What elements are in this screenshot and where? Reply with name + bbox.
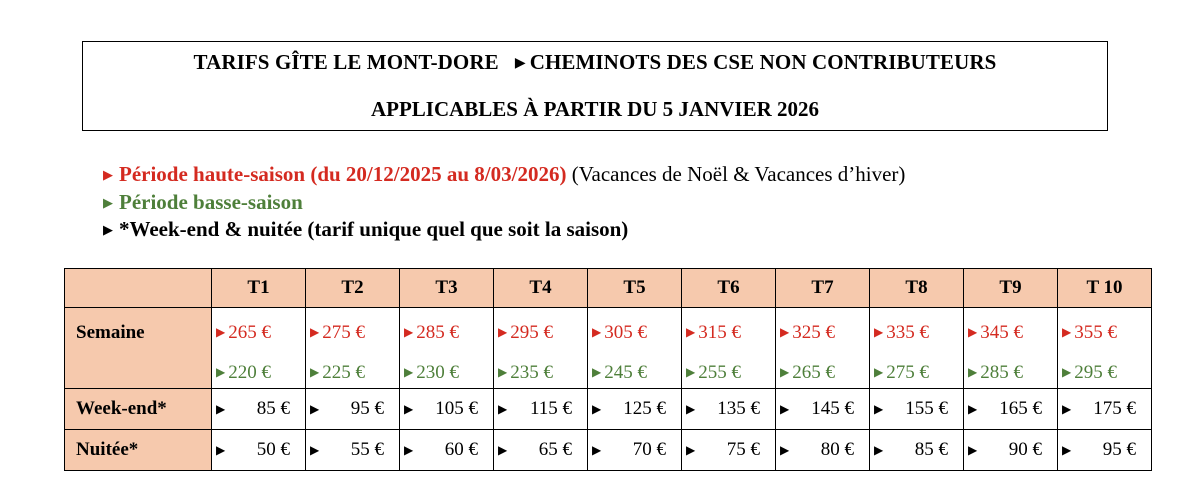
triangle-right-icon: ▶ <box>592 442 602 457</box>
high-price: 325 € <box>792 322 835 343</box>
triangle-right-icon: ▶ <box>514 56 526 71</box>
triangle-right-icon: ▶ <box>103 222 113 237</box>
triangle-right-icon: ▶ <box>310 442 320 457</box>
triangle-right-icon: ▶ <box>103 167 113 182</box>
column-header: T8 <box>870 269 964 308</box>
column-header: T1 <box>212 269 306 308</box>
legend-high-season <box>103 162 905 187</box>
triangle-right-icon: ▶ <box>968 365 978 379</box>
table-cell <box>306 430 400 471</box>
triangle-right-icon: ▶ <box>686 365 696 379</box>
table-row-weekend <box>65 389 1152 430</box>
table-cell <box>494 389 588 430</box>
title-box <box>82 41 1108 131</box>
table-cell <box>776 389 870 430</box>
triangle-right-icon: ▶ <box>686 442 696 457</box>
table-cell <box>306 389 400 430</box>
high-price: 275 € <box>322 322 365 343</box>
triangle-right-icon: ▶ <box>686 401 696 416</box>
column-header: T6 <box>682 269 776 308</box>
nuitee-price: 60 € <box>444 439 478 460</box>
table-cell <box>870 308 964 389</box>
header-corner <box>65 269 212 308</box>
row-label-nuitee: Nuitée* <box>65 430 212 471</box>
table-cell <box>682 308 776 389</box>
nuitee-price: 90 € <box>1008 439 1042 460</box>
table-cell <box>964 308 1058 389</box>
triangle-right-icon: ▶ <box>310 325 320 339</box>
table-cell <box>588 389 682 430</box>
triangle-right-icon: ▶ <box>1062 442 1072 457</box>
table-cell <box>776 430 870 471</box>
table-cell <box>212 389 306 430</box>
table-cell <box>1058 308 1152 389</box>
low-price: 265 € <box>792 362 835 383</box>
nuitee-price: 80 € <box>820 439 854 460</box>
triangle-right-icon: ▶ <box>968 442 978 457</box>
low-price: 235 € <box>510 362 553 383</box>
nuitee-price: 50 € <box>256 439 290 460</box>
nuitee-price: 70 € <box>632 439 666 460</box>
table-cell <box>870 430 964 471</box>
high-price: 315 € <box>698 322 741 343</box>
column-header: T7 <box>776 269 870 308</box>
table-cell <box>212 430 306 471</box>
high-price: 295 € <box>510 322 553 343</box>
nuitee-price: 55 € <box>350 439 384 460</box>
low-season-label: Période basse-saison <box>119 190 303 214</box>
triangle-right-icon: ▶ <box>310 401 320 416</box>
table-cell <box>1058 389 1152 430</box>
high-price: 285 € <box>416 322 459 343</box>
triangle-right-icon: ▶ <box>310 365 320 379</box>
low-price: 225 € <box>322 362 365 383</box>
page-title <box>83 50 1107 75</box>
weekend-price: 155 € <box>905 398 948 419</box>
triangle-right-icon: ▶ <box>780 401 790 416</box>
table-cell <box>682 389 776 430</box>
weekend-price: 175 € <box>1093 398 1136 419</box>
triangle-right-icon: ▶ <box>1062 401 1072 416</box>
triangle-right-icon: ▶ <box>686 325 696 339</box>
column-header: T4 <box>494 269 588 308</box>
table-cell <box>400 308 494 389</box>
column-header: T5 <box>588 269 682 308</box>
triangle-right-icon: ▶ <box>216 325 226 339</box>
triangle-right-icon: ▶ <box>874 442 884 457</box>
weekend-price: 135 € <box>717 398 760 419</box>
triangle-right-icon: ▶ <box>1062 325 1072 339</box>
high-season-note: (Vacances de Noël & Vacances d’hiver) <box>571 162 906 186</box>
row-label-weekend: Week-end* <box>65 389 212 430</box>
column-header: T9 <box>964 269 1058 308</box>
row-label-semaine: Semaine <box>65 308 212 389</box>
triangle-right-icon: ▶ <box>404 325 414 339</box>
triangle-right-icon: ▶ <box>404 365 414 379</box>
high-price: 265 € <box>228 322 271 343</box>
table-cell <box>776 308 870 389</box>
triangle-right-icon: ▶ <box>404 401 414 416</box>
low-price: 285 € <box>980 362 1023 383</box>
triangle-right-icon: ▶ <box>498 365 508 379</box>
table-cell <box>870 389 964 430</box>
table-cell <box>682 430 776 471</box>
high-price: 305 € <box>604 322 647 343</box>
triangle-right-icon: ▶ <box>216 442 226 457</box>
rates-table <box>64 268 1152 471</box>
column-header: T3 <box>400 269 494 308</box>
table-cell <box>588 430 682 471</box>
high-season-label: Période haute-saison (du 20/12/2025 au 8/03/2026) <box>119 162 567 186</box>
triangle-right-icon: ▶ <box>874 401 884 416</box>
triangle-right-icon: ▶ <box>780 442 790 457</box>
triangle-right-icon: ▶ <box>216 401 226 416</box>
low-price: 295 € <box>1074 362 1117 383</box>
nuitee-price: 65 € <box>538 439 572 460</box>
table-cell <box>964 389 1058 430</box>
triangle-right-icon: ▶ <box>592 365 602 379</box>
triangle-right-icon: ▶ <box>103 195 113 210</box>
triangle-right-icon: ▶ <box>780 365 790 379</box>
table-cell <box>494 430 588 471</box>
nuitee-price: 95 € <box>1102 439 1136 460</box>
weekend-price: 125 € <box>623 398 666 419</box>
weekend-price: 115 € <box>529 398 572 419</box>
high-price: 345 € <box>980 322 1023 343</box>
triangle-right-icon: ▶ <box>780 325 790 339</box>
low-price: 245 € <box>604 362 647 383</box>
low-price: 230 € <box>416 362 459 383</box>
high-price: 335 € <box>886 322 929 343</box>
table-cell <box>494 308 588 389</box>
table-cell <box>1058 430 1152 471</box>
weekend-price: 165 € <box>999 398 1042 419</box>
table-cell <box>400 430 494 471</box>
table-cell <box>964 430 1058 471</box>
table-cell <box>306 308 400 389</box>
triangle-right-icon: ▶ <box>592 325 602 339</box>
table-cell <box>400 389 494 430</box>
weekend-price: 85 € <box>256 398 290 419</box>
triangle-right-icon: ▶ <box>592 401 602 416</box>
weekend-price: 145 € <box>811 398 854 419</box>
column-header: T 10 <box>1058 269 1152 308</box>
triangle-right-icon: ▶ <box>404 442 414 457</box>
title-right: CHEMINOTS DES CSE NON CONTRIBUTEURS <box>529 50 997 74</box>
low-price: 220 € <box>228 362 271 383</box>
triangle-right-icon: ▶ <box>874 325 884 339</box>
column-header: T2 <box>306 269 400 308</box>
legend-low-season <box>103 190 303 215</box>
title-left: TARIFS GÎTE LE MONT-DORE <box>193 50 499 74</box>
page-subtitle: APPLICABLES À PARTIR DU 5 JANVIER 2026 <box>370 97 820 121</box>
table-header-row <box>65 269 1152 308</box>
legend-weekend <box>103 217 628 242</box>
table-row-semaine <box>65 308 1152 389</box>
high-price: 355 € <box>1074 322 1117 343</box>
triangle-right-icon: ▶ <box>216 365 226 379</box>
triangle-right-icon: ▶ <box>968 401 978 416</box>
weekend-price: 105 € <box>435 398 478 419</box>
nuitee-price: 85 € <box>914 439 948 460</box>
nuitee-price: 75 € <box>726 439 760 460</box>
weekend-price: 95 € <box>350 398 384 419</box>
triangle-right-icon: ▶ <box>498 325 508 339</box>
weekend-note: *Week-end & nuitée (tarif unique quel que soit la saison) <box>119 217 629 241</box>
triangle-right-icon: ▶ <box>874 365 884 379</box>
triangle-right-icon: ▶ <box>1062 365 1072 379</box>
low-price: 255 € <box>698 362 741 383</box>
triangle-right-icon: ▶ <box>498 442 508 457</box>
table-cell <box>588 308 682 389</box>
table-cell <box>212 308 306 389</box>
triangle-right-icon: ▶ <box>968 325 978 339</box>
low-price: 275 € <box>886 362 929 383</box>
table-row-nuitee <box>65 430 1152 471</box>
triangle-right-icon: ▶ <box>498 401 508 416</box>
